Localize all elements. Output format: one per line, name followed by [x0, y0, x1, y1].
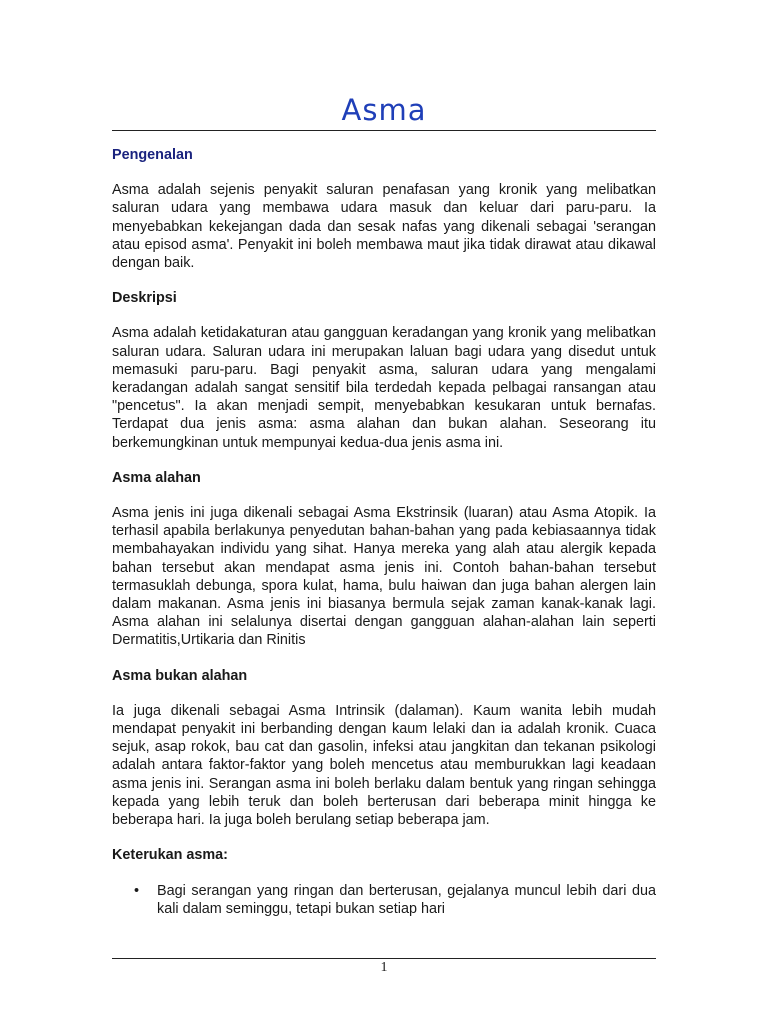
section-heading-asma-alahan: Asma alahan — [112, 469, 201, 486]
document-body — [112, 146, 656, 918]
page-number: 1 — [380, 960, 388, 975]
section-paragraph-asma-alahan: Asma jenis ini juga dikenali sebagai Asma Ekstrinsik (luaran) atau Asma Atopik. Ia terhasil apabila berlakunya penyedutan bahan-bahan yang pada kebiasaannya tidak membahayakan individu yang sihat. Hanya mereka yang alah atau alergik kepada bahan tersebut akan mendapat asma jenis ini. Contoh bahan-bahan tersebut termasuklah debunga, spora kulat, hama, bulu haiwan dan juga bahan alergen lain dalam makanan. Asma jenis ini biasanya bermula sejak zaman kanak-kanak lagi. Asma alahan ini selalunya disertai dengan gangguan alahan-alahan lain seperti Dermatitis,Urtikaria dan Rinitis — [112, 505, 656, 649]
section-heading-deskripsi: Deskripsi — [112, 290, 177, 307]
list-item-text: Bagi serangan yang ringan dan berterusan, gejalanya muncul lebih dari dua kali dalam seminggu, tetapi bukan setiap hari — [157, 882, 656, 917]
bullet-icon: • — [134, 882, 140, 899]
severity-list — [112, 882, 656, 918]
list-item — [134, 882, 656, 918]
section-paragraph-pengenalan: Asma adalah sejenis penyakit saluran penafasan yang kronik yang melibatkan saluran udara yang membawa udara masuk dan keluar dari paru-paru. Ia menyebabkan kekejangan dada dan sesak nafas yang dikenali sebagai 'serangan atau episod asma'. Penyakit ini boleh membawa maut jika tidak dirawat atau dikawal dengan baik. — [112, 182, 656, 272]
section-heading-keterukan-asma: Keterukan asma: — [112, 847, 228, 864]
footer-divider — [112, 958, 656, 959]
section-heading-asma-bukan-alahan: Asma bukan alahan — [112, 667, 248, 684]
title-divider — [112, 130, 656, 131]
section-heading-pengenalan: Pengenalan — [112, 147, 193, 163]
section-paragraph-deskripsi: Asma adalah ketidakaturan atau gangguan keradangan yang kronik yang melibatkan saluran udara. Saluran udara ini merupakan laluan bagi udara yang disedut untuk memasuki paru-paru. Bagi penyakit asma, saluran udara yang mengalami keradangan adalah sangat sensitif bila terdedah kepada pelbagai ransangan atau "pencetus". Ia akan menjadi sempit, menyebabkan kesukaran untuk bernafas. Terdapat dua jenis asma: asma alahan dan bukan alahan. Seseorang itu berkemungkinan untuk mempunyai kedua-dua jenis asma ini. — [112, 325, 656, 451]
document-title: Asma — [341, 93, 427, 127]
section-paragraph-asma-bukan-alahan: Ia juga dikenali sebagai Asma Intrinsik (dalaman). Kaum wanita lebih mudah mendapat penyakit ini berbanding dengan kaum lelaki dan ia adalah kronik. Cuaca sejuk, asap rokok, bau cat dan gasolin, infeksi atau jangkitan dan tekanan psikologi adalah antara faktor-faktor yang boleh mencetus atau memburukkan lagi keadaan asma jenis ini. Serangan asma ini boleh berlaku dalam bentuk yang ringan sehingga kepada yang lebih teruk dan boleh berterusan dari beberapa minit hingga ke beberapa hari. Ia juga boleh berulang setiap beberapa jam. — [112, 702, 656, 829]
